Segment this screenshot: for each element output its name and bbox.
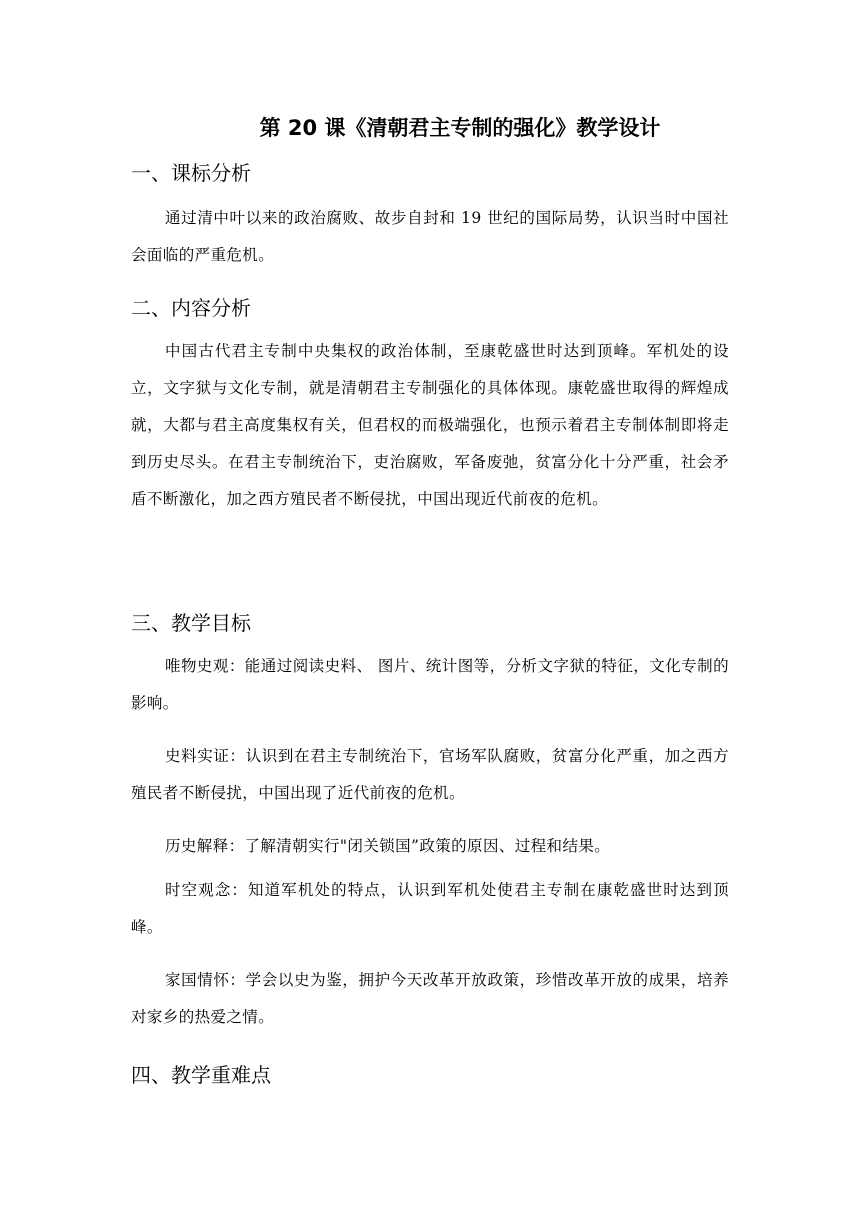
objective-materialism: 唯物史观：能通过阅读史料、 图片、统计图等，分析文字狱的特征，文化专制的影响。	[131, 657, 729, 712]
objective-patriotism: 家国情怀：学会以史为鉴，拥护今天改革开放政策，珍惜改革开放的成果，培养对家乡的热爱之情。	[131, 971, 729, 1026]
section-heading-key-points: 四、教学重难点	[131, 1063, 271, 1087]
section-paragraph: 中国古代君主专制中央集权的政治体制，至康乾盛世时达到顶峰。军机处的设立，文字狱与文化专制，就是清朝君主专制强化的具体体现。康乾盛世取得的辉煌成就，大都与君主高度集权有关，但君权的而极端强化，也预示着君主专制体制即将走到历史尽头。在君主专制统治下，吏治腐败，军备废弛，贫富分化十分严重，社会矛盾不断激化，加之西方殖民者不断侵扰，中国出现近代前夜的危机。	[131, 342, 729, 508]
objective-evidence: 史料实证：认识到在君主专制统治下，官场军队腐败，贫富分化严重，加之西方殖民者不断侵扰，中国出现了近代前夜的危机。	[131, 747, 729, 802]
section-heading-content: 二、内容分析	[131, 296, 251, 320]
objective-spacetime: 时空观念：知道军机处的特点，认识到军机处使君主专制在康乾盛世时达到顶峰。	[131, 881, 729, 936]
objective-interpretation: 历史解释：了解清朝实行"闭关锁国”政策的原因、过程和结果。	[165, 837, 611, 855]
section-heading-standards: 一、课标分析	[131, 161, 251, 185]
section-paragraph: 通过清中叶以来的政治腐败、故步自封和 19 世纪的国际局势，认识当时中国社会面临的严重危机。	[131, 209, 729, 264]
section-heading-objectives: 三、教学目标	[131, 611, 251, 635]
document-title: 第 20 课《清朝君主专制的强化》教学设计	[259, 116, 661, 140]
